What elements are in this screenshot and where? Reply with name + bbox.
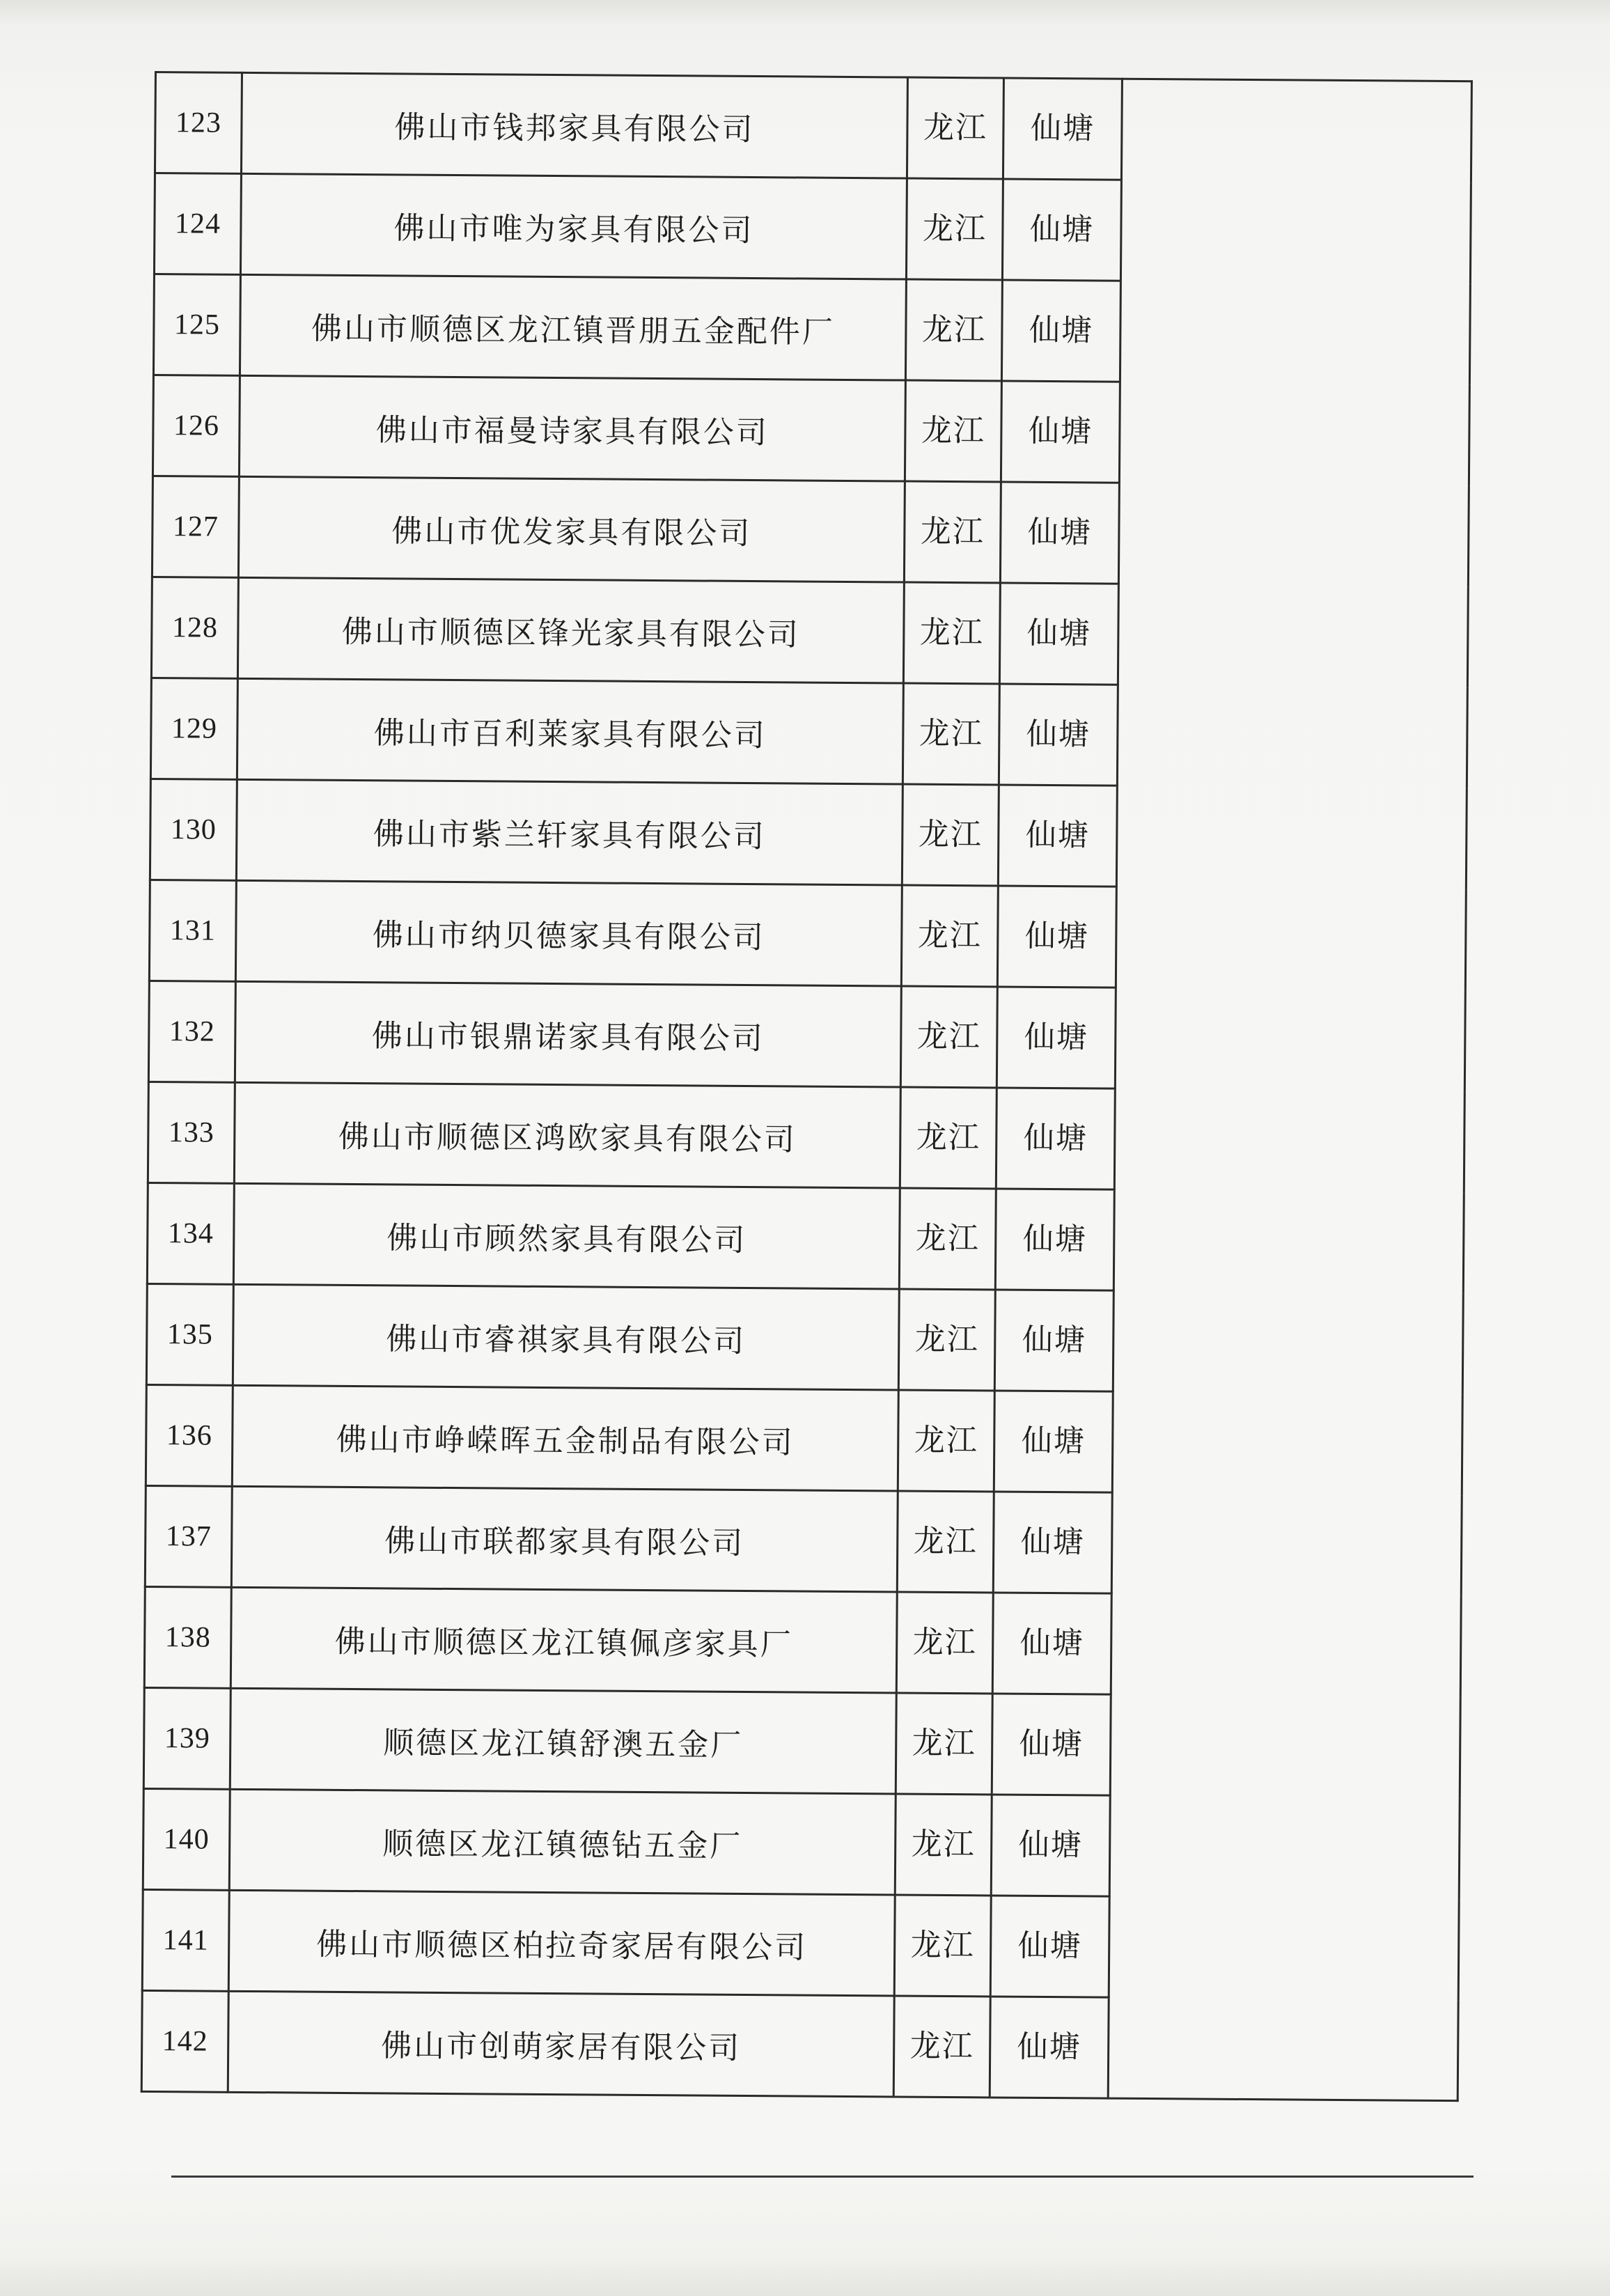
row-number: 124 xyxy=(154,173,241,275)
table-row xyxy=(145,1485,1462,1595)
table-row xyxy=(150,678,1467,788)
company-name: 佛山市唯为家具有限公司 xyxy=(240,173,907,279)
table-row xyxy=(151,577,1468,687)
company-name: 佛山市钱邦家具有限公司 xyxy=(241,72,907,178)
remarks-cell xyxy=(1113,1290,1463,1394)
remarks-cell xyxy=(1120,281,1470,384)
table-row xyxy=(141,1990,1458,2100)
row-number: 139 xyxy=(143,1687,230,1789)
town-name: 龙江 xyxy=(900,1087,997,1189)
town-name: 龙江 xyxy=(902,683,999,785)
remarks-cell xyxy=(1120,180,1471,283)
row-number: 127 xyxy=(152,476,239,577)
row-number: 142 xyxy=(141,1990,228,2092)
village-name: 仙塘 xyxy=(994,1290,1113,1391)
remarks-cell xyxy=(1110,1694,1460,1798)
table-row xyxy=(153,274,1470,384)
table-row xyxy=(147,1182,1464,1293)
remarks-cell xyxy=(1117,685,1467,788)
town-name: 龙江 xyxy=(895,1794,992,1896)
company-list-table xyxy=(141,71,1473,2102)
company-table-wrapper xyxy=(140,71,1471,2187)
table-row xyxy=(146,1283,1463,1393)
table-row xyxy=(144,1586,1461,1696)
town-name: 龙江 xyxy=(902,784,999,886)
town-name: 龙江 xyxy=(898,1289,995,1391)
town-name: 龙江 xyxy=(894,1895,991,1997)
company-name: 佛山市纳贝德家具有限公司 xyxy=(235,880,902,986)
company-name: 佛山市福曼诗家具有限公司 xyxy=(239,375,905,481)
remarks-cell xyxy=(1114,1088,1464,1192)
table-row xyxy=(148,1081,1464,1192)
village-name: 仙塘 xyxy=(992,1593,1111,1694)
town-name: 龙江 xyxy=(905,279,1002,381)
company-name: 顺德区龙江镇舒澳五金厂 xyxy=(230,1688,896,1794)
village-name: 仙塘 xyxy=(996,1088,1115,1189)
company-name: 佛山市睿祺家具有限公司 xyxy=(233,1284,899,1390)
company-name: 佛山市银鼎诺家具有限公司 xyxy=(235,981,901,1087)
village-name: 仙塘 xyxy=(999,583,1118,685)
remarks-cell xyxy=(1115,987,1465,1091)
table-row xyxy=(143,1687,1460,1797)
town-name: 龙江 xyxy=(898,1390,994,1492)
company-name: 佛山市联都家具有限公司 xyxy=(231,1486,898,1592)
town-name: 龙江 xyxy=(899,1188,996,1290)
company-name: 佛山市顺德区鸿欧家具有限公司 xyxy=(234,1082,900,1188)
row-number: 134 xyxy=(147,1182,234,1284)
row-number: 126 xyxy=(153,375,240,476)
remarks-cell xyxy=(1109,1795,1460,1899)
table-row xyxy=(150,779,1467,889)
table-body xyxy=(141,72,1471,2101)
town-name: 龙江 xyxy=(897,1491,994,1593)
town-name: 龙江 xyxy=(896,1693,992,1795)
row-number: 137 xyxy=(145,1485,232,1587)
town-name: 龙江 xyxy=(907,77,1003,179)
town-name: 龙江 xyxy=(904,481,1001,583)
row-number: 133 xyxy=(148,1081,235,1183)
remarks-cell xyxy=(1116,887,1466,990)
remarks-cell xyxy=(1111,1492,1462,1596)
table-row xyxy=(152,476,1469,586)
village-name: 仙塘 xyxy=(995,1189,1114,1290)
company-name: 佛山市峥嵘晖五金制品有限公司 xyxy=(232,1385,898,1491)
company-name: 佛山市紫兰轩家具有限公司 xyxy=(236,779,902,885)
remarks-cell xyxy=(1119,382,1469,485)
row-number: 128 xyxy=(151,577,238,678)
table-row xyxy=(142,1889,1459,1999)
town-name: 龙江 xyxy=(906,178,1003,280)
company-name: 佛山市优发家具有限公司 xyxy=(238,476,905,582)
company-name: 佛山市顺德区锋光家具有限公司 xyxy=(237,577,904,683)
table-row xyxy=(153,375,1469,485)
row-number: 129 xyxy=(150,678,237,779)
town-name: 龙江 xyxy=(905,380,1001,482)
remarks-cell xyxy=(1113,1189,1464,1293)
remarks-cell xyxy=(1118,584,1468,687)
row-number: 125 xyxy=(153,274,240,376)
table-row xyxy=(148,981,1465,1091)
village-name: 仙塘 xyxy=(1001,381,1120,483)
table-row xyxy=(143,1788,1460,1898)
row-number: 132 xyxy=(148,981,235,1082)
row-number: 140 xyxy=(143,1788,230,1890)
company-name: 佛山市顺德区柏拉奇家居有限公司 xyxy=(228,1890,895,1996)
village-name: 仙塘 xyxy=(1001,280,1120,382)
village-name: 仙塘 xyxy=(991,1795,1110,1896)
remarks-cell xyxy=(1121,79,1471,182)
village-name: 仙塘 xyxy=(999,684,1118,786)
remarks-cell xyxy=(1116,786,1467,889)
company-name: 佛山市创萌家居有限公司 xyxy=(228,1991,894,2097)
table-row xyxy=(154,173,1471,283)
remarks-cell xyxy=(1111,1593,1461,1697)
row-number: 135 xyxy=(146,1283,233,1385)
table-row xyxy=(155,72,1471,182)
company-name: 佛山市百利莱家具有限公司 xyxy=(237,678,903,784)
table-row xyxy=(146,1384,1462,1494)
village-name: 仙塘 xyxy=(1003,78,1122,180)
company-name: 佛山市顺德区龙江镇晋朋五金配件厂 xyxy=(240,274,906,380)
town-name: 龙江 xyxy=(901,885,998,987)
row-number: 130 xyxy=(150,779,237,880)
village-name: 仙塘 xyxy=(1002,179,1121,281)
village-name: 仙塘 xyxy=(997,886,1116,987)
company-name: 佛山市顺德区龙江镇佩彦家具厂 xyxy=(230,1587,897,1693)
village-name: 仙塘 xyxy=(990,1997,1109,2098)
town-name: 龙江 xyxy=(893,1996,990,2098)
row-number: 131 xyxy=(149,880,236,981)
town-name: 龙江 xyxy=(903,582,1000,684)
row-number: 141 xyxy=(142,1889,229,1991)
company-name: 佛山市顾然家具有限公司 xyxy=(233,1183,900,1289)
row-number: 138 xyxy=(144,1586,231,1688)
remarks-cell xyxy=(1109,1896,1459,2000)
table-row xyxy=(149,880,1466,990)
scan-edge-top xyxy=(0,0,1610,25)
remarks-cell xyxy=(1108,1997,1458,2101)
village-name: 仙塘 xyxy=(1000,482,1119,584)
remarks-cell xyxy=(1112,1391,1462,1495)
scan-edge-bottom xyxy=(0,2256,1610,2296)
table-bottom-rule xyxy=(171,2176,1474,2178)
village-name: 仙塘 xyxy=(997,987,1116,1088)
company-name: 顺德区龙江镇德钻五金厂 xyxy=(229,1789,896,1895)
village-name: 仙塘 xyxy=(998,785,1117,887)
remarks-cell xyxy=(1118,483,1469,586)
row-number: 136 xyxy=(146,1384,233,1486)
village-name: 仙塘 xyxy=(990,1896,1109,1997)
village-name: 仙塘 xyxy=(993,1492,1112,1593)
village-name: 仙塘 xyxy=(994,1391,1113,1492)
town-name: 龙江 xyxy=(900,986,997,1088)
row-number: 123 xyxy=(155,72,242,174)
village-name: 仙塘 xyxy=(992,1694,1111,1795)
town-name: 龙江 xyxy=(896,1592,993,1694)
